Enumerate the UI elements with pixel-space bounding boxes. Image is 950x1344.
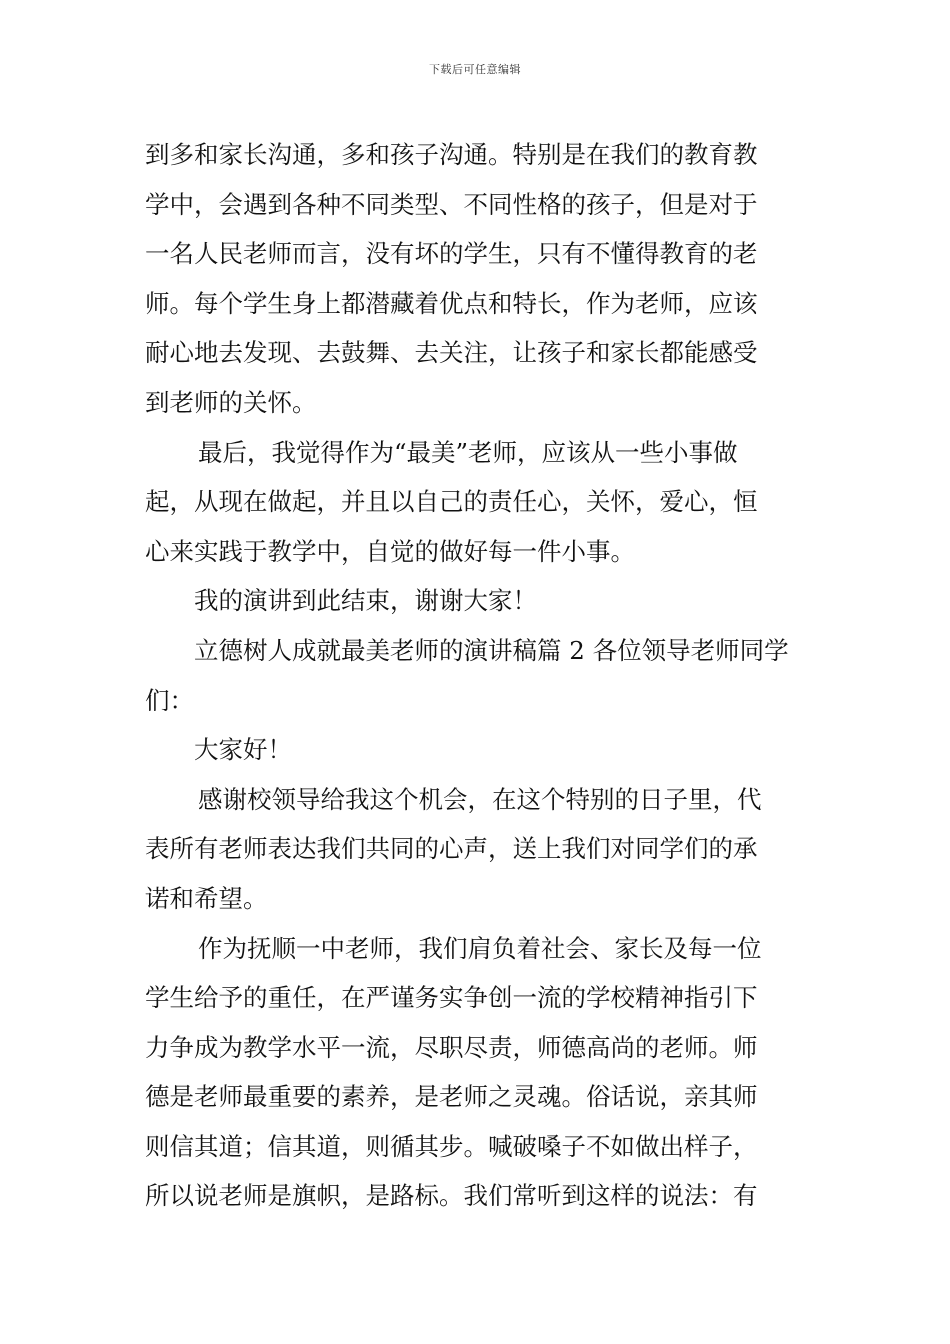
text-line: 一名人民老师而言，没有坏的学生，只有不懂得教育的老 bbox=[145, 239, 758, 269]
paragraph-start-line: 作为抚顺一中老师，我们肩负着社会、家长及每一位 bbox=[198, 933, 762, 963]
text-line: 心来实践于教学中，自觉的做好每一件小事。 bbox=[145, 536, 635, 566]
paragraph-start-line: 我的演讲到此结束，谢谢大家！ bbox=[194, 586, 537, 616]
text-line: 学生给予的重任，在严谨务实争创一流的学校精神指引下 bbox=[145, 983, 758, 1013]
text-line: 德是老师最重要的素养，是老师之灵魂。俗话说，亲其师 bbox=[145, 1082, 758, 1112]
text-line: 们： bbox=[145, 685, 194, 715]
section-heading-line: 立德树人成就最美老师的演讲稿篇 2 各位领导老师同学 bbox=[194, 635, 789, 665]
text-line: 则信其道；信其道，则循其步。喊破嗓子不如做出样子， bbox=[145, 1131, 758, 1161]
text-line: 到多和家长沟通，多和孩子沟通。特别是在我们的教育教 bbox=[145, 140, 758, 169]
text-line: 耐心地去发现、去鼓舞、去关注，让孩子和家长都能感受 bbox=[145, 338, 758, 368]
text-line: 学中，会遇到各种不同类型、不同性格的孩子，但是对于 bbox=[145, 189, 758, 219]
text-line: 到老师的关怀。 bbox=[145, 387, 317, 417]
text-line: 诺和希望。 bbox=[145, 883, 268, 913]
paragraph-start-line: 感谢校领导给我这个机会，在这个特别的日子里，代 bbox=[198, 784, 762, 814]
text-line: 起，从现在做起，并且以自己的责任心，关怀，爱心，恒 bbox=[145, 487, 758, 517]
greeting-line: 大家好！ bbox=[194, 735, 292, 765]
page-header: 下载后可任意编辑 bbox=[429, 63, 521, 76]
document-body bbox=[145, 130, 810, 1221]
paragraph-start-line: 最后，我觉得作为“最美”老师，应该从一些小事做 bbox=[198, 437, 738, 467]
text-line: 所以说老师是旗帜，是路标。我们常听到这样的说法：有 bbox=[145, 1181, 758, 1211]
text-line: 力争成为教学水平一流，尽职尽责，师德高尚的老师。师 bbox=[145, 1032, 758, 1062]
text-line: 师。每个学生身上都潜藏着优点和特长，作为老师，应该 bbox=[145, 288, 758, 318]
text-line: 表所有老师表达我们共同的心声，送上我们对同学们的承 bbox=[145, 834, 758, 864]
